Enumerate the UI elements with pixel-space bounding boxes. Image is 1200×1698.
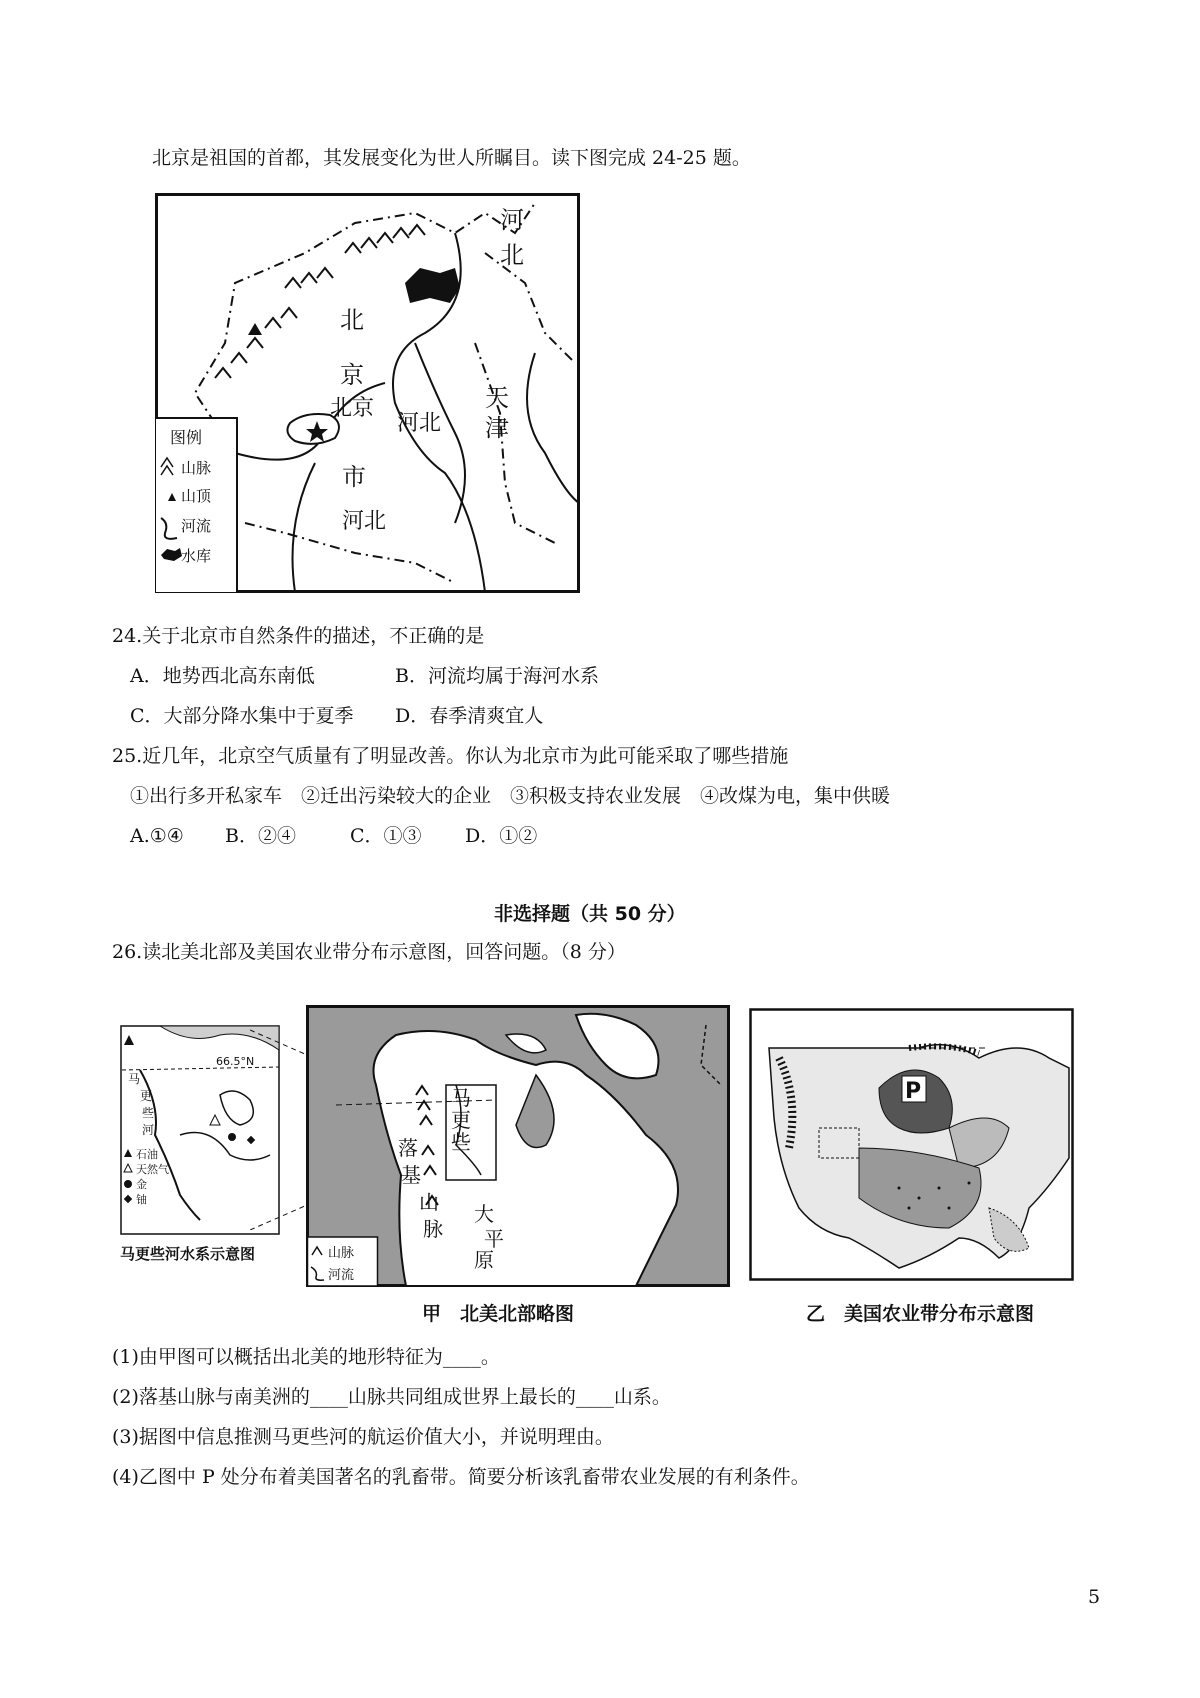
svg-text:脉: 脉	[423, 1217, 443, 1241]
svg-text:山: 山	[419, 1190, 439, 1214]
svg-text:基: 基	[401, 1163, 421, 1187]
q24-stem: 24.关于北京市自然条件的描述，不正确的是	[112, 625, 485, 647]
q25-measures: ①出行多开私家车 ②迁出污染较大的企业 ③积极支持农业发展 ④改煤为电，集中供暖	[130, 785, 891, 807]
q25-option-b: B．②④	[225, 825, 296, 847]
section-title: 非选择题（共 50 分）	[494, 903, 686, 925]
svg-text:马: 马	[451, 1086, 471, 1110]
map-label-he: 河	[500, 206, 524, 234]
map-label-shi: 市	[342, 463, 366, 491]
q24-option-d: D．春季清爽宜人	[395, 705, 544, 727]
north-america-map	[306, 1005, 730, 1287]
usa-caption: 乙 美国农业带分布示意图	[806, 1303, 1035, 1325]
q25-stem: 25.近几年，北京空气质量有了明显改善。你认为北京市为此可能采取了哪些措施	[112, 745, 789, 767]
svg-text:些: 些	[451, 1130, 471, 1154]
svg-text:河: 河	[142, 1123, 155, 1137]
map-label-bei: 北	[500, 241, 524, 269]
svg-text:山脉: 山脉	[181, 459, 212, 477]
svg-text:山脉: 山脉	[328, 1246, 355, 1261]
q24-option-c: C．大部分降水集中于夏季	[130, 705, 354, 727]
q24-option-a: A．地势西北高东南低	[130, 665, 315, 687]
svg-text:河流: 河流	[181, 517, 212, 535]
svg-text:河流: 河流	[328, 1268, 355, 1283]
svg-text:铀: 铀	[136, 1193, 147, 1206]
svg-text:落: 落	[398, 1136, 418, 1160]
q25-option-d: D．①②	[465, 825, 538, 847]
map-label-tian: 天	[485, 384, 509, 412]
na-legend	[308, 1237, 378, 1286]
svg-text:更: 更	[140, 1089, 153, 1103]
legend-title: 图例	[170, 428, 203, 447]
q25-option-a: A.①④	[130, 825, 184, 847]
q26-sub-2: (2)落基山脉与南美洲的____山脉共同组成世界上最长的____山系。	[112, 1386, 671, 1408]
p-label: P	[905, 1079, 922, 1104]
q26-sub-4: (4)乙图中 P 处分布着美国著名的乳畜带。简要分析该乳畜带农业发展的有利条件。	[112, 1466, 810, 1488]
map-label-hebei2: 河北	[342, 509, 387, 534]
north-america-caption: 甲 北美北部略图	[422, 1303, 575, 1325]
svg-text:平: 平	[484, 1227, 504, 1251]
q24-option-b: B．河流均属于海河水系	[395, 665, 599, 687]
svg-text:天然气: 天然气	[136, 1163, 169, 1176]
svg-text:马: 马	[128, 1072, 141, 1086]
map-label-bei2: 北	[340, 306, 364, 334]
map-label-jing: 京	[340, 361, 364, 389]
mackenzie-caption: 马更些河水系示意图	[120, 1245, 256, 1263]
q26-sub-1: (1)由甲图可以概括出北美的地形特征为____。	[112, 1346, 500, 1368]
svg-text:更: 更	[451, 1108, 471, 1132]
map-label-hebei: 河北	[397, 411, 442, 436]
intro-text: 北京是祖国的首都，其发展变化为世人所瞩目。读下图完成 24-25 题。	[152, 147, 751, 169]
usa-agriculture-map	[749, 1008, 1074, 1281]
svg-text:金: 金	[136, 1178, 147, 1191]
q26-stem: 26.读北美北部及美国农业带分布示意图，回答问题。（8 分）	[112, 941, 626, 963]
svg-text:水库: 水库	[181, 547, 212, 565]
q25-option-c: C．①③	[350, 825, 422, 847]
latitude-label: 66.5°N	[216, 1055, 255, 1068]
beijing-map	[155, 193, 580, 593]
map-label-beijing: 北京	[330, 396, 375, 421]
svg-text:石油: 石油	[136, 1148, 158, 1161]
page-number: 5	[1088, 1586, 1101, 1608]
beijing-legend	[155, 418, 237, 593]
svg-text:大: 大	[474, 1202, 494, 1226]
gold-icon	[228, 1133, 236, 1141]
svg-text:山顶: 山顶	[181, 487, 212, 505]
q26-sub-3: (3)据图中信息推测马更些河的航运价值大小，并说明理由。	[112, 1426, 614, 1448]
svg-text:原: 原	[474, 1248, 494, 1272]
svg-text:些: 些	[142, 1106, 155, 1120]
map-label-jin: 津	[485, 414, 509, 442]
